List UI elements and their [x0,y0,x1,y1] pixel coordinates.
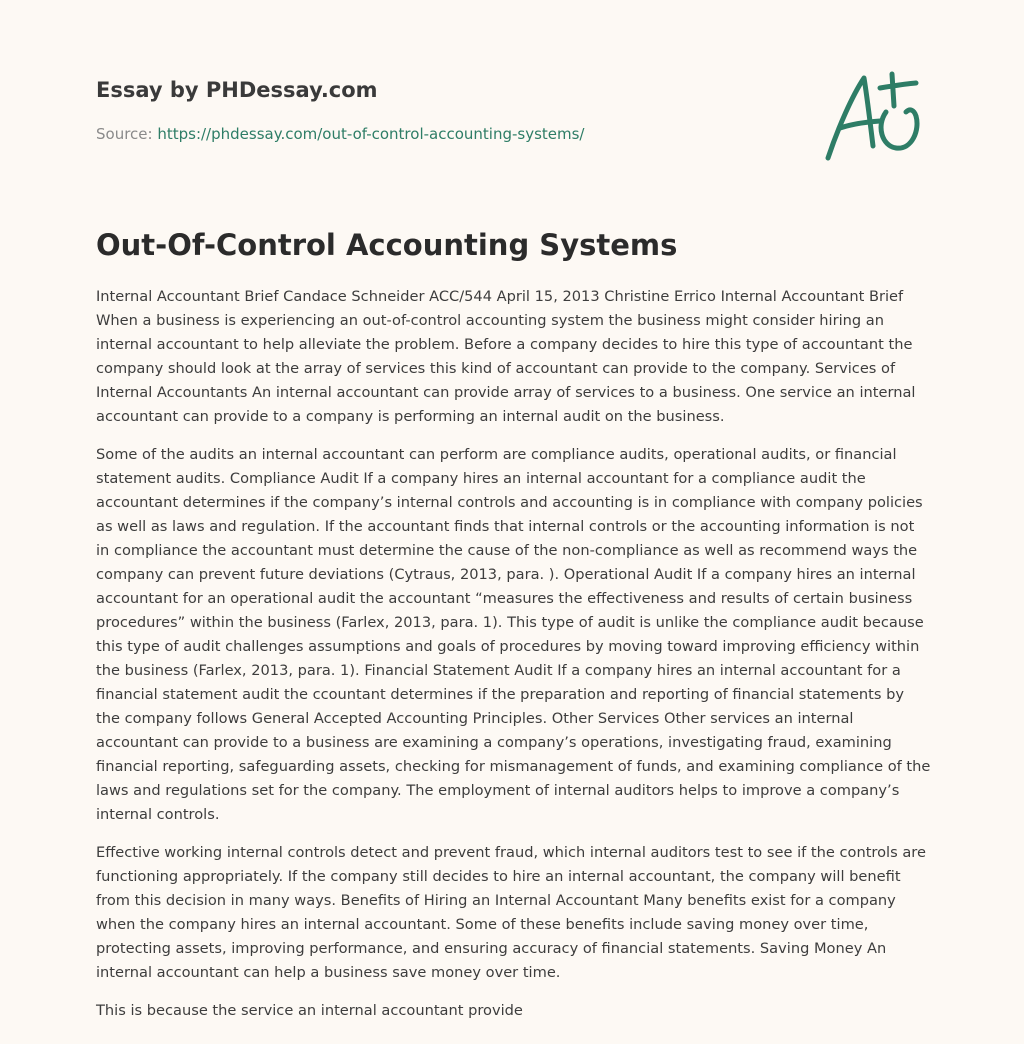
essay-paragraph: Some of the audits an internal accountant can perform are compliance audits, operational audits, or financial statement audits. Compliance Audit If a company hires an internal accountant for a compliance audit the accountant determines if the company’s internal controls and accounting is in compliance with company policies as well as laws and regulation. If the accountant finds that internal controls or the accounting information is not in compliance the accountant must determine the cause of the non-compliance as well as recommend ways the company can prevent future deviations (Cytraus, 2013, para. ). Operational Audit If a company hires an internal accountant for an operational audit the accountant “measures the effectiveness and results of certain business procedures” within the business (Farlex, 2013, para. 1). This type of audit is unlike the compliance audit because this type of audit challenges assumptions and goals of procedures by moving toward improving efficiency within the business (Farlex, 2013, para. 1). Financial Statement Audit If a company hires an internal accountant for a financial statement audit the ccountant determines if the preparation and reporting of financial statements by the company follows General Accepted Accounting Principles. Other Services Other services an internal accountant can provide to a business are examining a company’s operations, investigating fraud, examining financial reporting, safeguarding assets, checking for mismanagement of funds, and examining compliance of the laws and regulations set for the company. The employment of internal auditors helps to improve a company’s internal controls. [96,446,931,823]
site-brand: Essay by PHDessay.com [96,78,378,102]
a-plus-grade-icon [820,66,930,166]
essay-paragraph: Effective working internal controls detect and prevent fraud, which internal auditors test to see if the controls are functioning appropriately. If the company still decides to hire an internal accountant, the company will benefit from this decision in many ways. Benefits of Hiring an Internal Accountant Many benefits exist for a company when the company hires an internal accountant. Some of these benefits include saving money over time, protecting assets, improving performance, and ensuring accuracy of financial statements. Saving Money An internal accountant can help a business save money over time. [96,844,926,981]
site-header [96,76,796,144]
essay-title: Out-Of-Control Accounting Systems [96,228,678,262]
essay-paragraph: This is because the service an internal accountant provide [96,1002,523,1019]
essay-body [96,285,932,1037]
source-line [96,124,796,144]
essay-paragraph: Internal Accountant Brief Candace Schneider ACC/544 April 15, 2013 Christine Errico Internal Accountant Brief When a business is experiencing an out-of-control accounting system the business might consider hiring an internal accountant to help alleviate the problem. Before a company decides to hire this type of accountant the company should look at the array of services this kind of accountant can provide to the company. Services of Internal Accountants An internal accountant can provide array of services to a business. One service an internal accountant can provide to a company is performing an internal audit on the business. [96,288,916,425]
source-link[interactable]: https://phdessay.com/out-of-control-accounting-systems/ [157,125,585,143]
source-label: Source: [96,125,158,143]
